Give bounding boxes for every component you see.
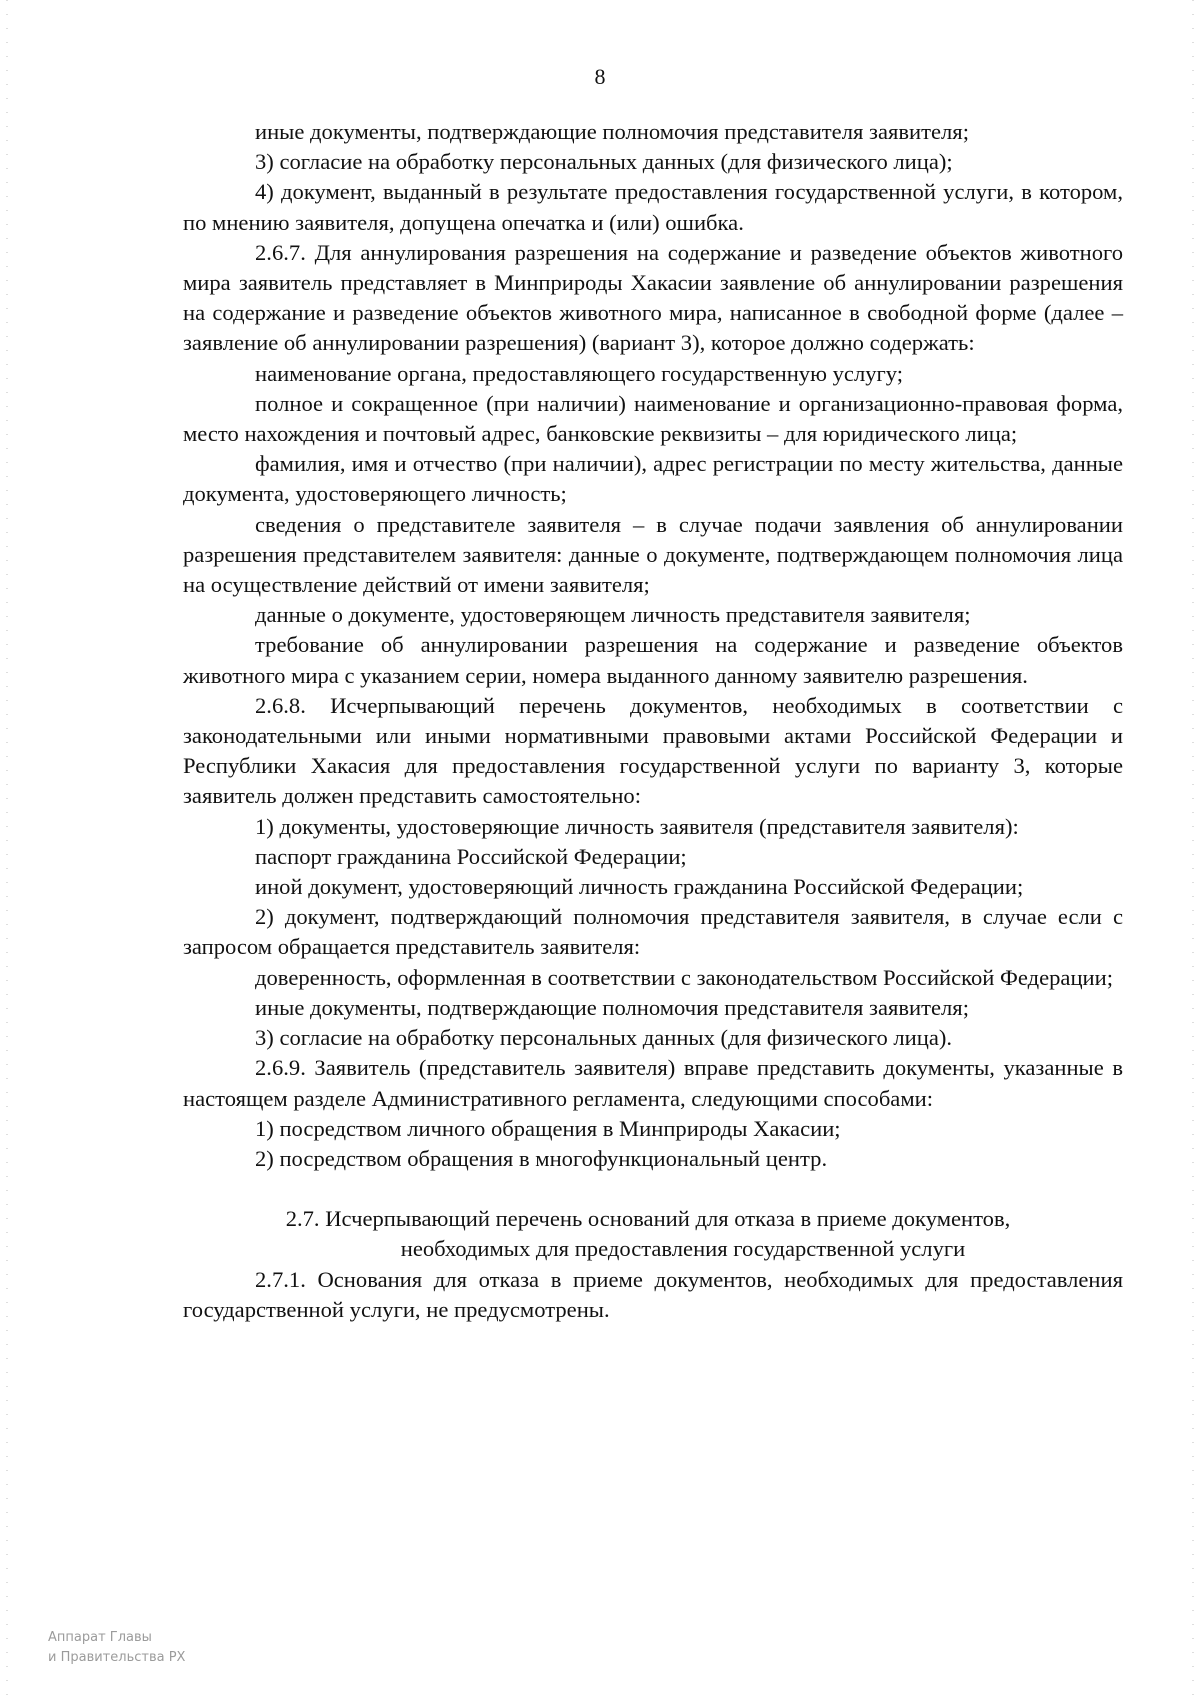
section-heading: [183, 1204, 1123, 1264]
paragraph: доверенность, оформленная в соответствии с законодательством Российской Федерации;: [255, 964, 1114, 990]
section-heading-line-2: необходимых для предоставления государственной услуги: [400, 1236, 966, 1262]
paragraph: 1) посредством личного обращения в Минприроды Хакасии;: [255, 1115, 841, 1141]
paragraph: 3) согласие на обработку персональных данных (для физического лица);: [255, 149, 953, 175]
paragraph: иные документы, подтверждающие полномочия представителя заявителя;: [255, 994, 969, 1020]
paragraph: 2.6.8. Исчерпывающий перечень документов, необходимых в соответствии с законодательными или иными нормативными правовыми актами Российской Федерации и Республики Хакасия для предоставления государственной услуги по варианту 3, которые заявитель должен представить самостоятельно:: [183, 692, 1123, 809]
paragraph: иной документ, удостоверяющий личность гражданина Российской Федерации;: [255, 874, 1024, 900]
paragraph: 1) документы, удостоверяющие личность заявителя (представителя заявителя):: [255, 813, 1019, 839]
office-stamp: [48, 1628, 185, 1668]
stamp-line-1: Аппарат Главы: [48, 1630, 152, 1645]
paragraph: 2.6.7. Для аннулирования разрешения на содержание и разведение объектов животного мира заявитель представляет в Минприроды Хакасии заявление об аннулировании разрешения на содержание и разведение объектов животного мира, написанное в свободной форме (далее – заявление об аннулировании разрешения) (вариант 3), которое должно содержать:: [183, 239, 1123, 356]
page-number: 8: [594, 64, 606, 89]
section-heading-line-1: 2.7. Исчерпывающий перечень оснований для отказа в приеме документов,: [285, 1206, 1011, 1232]
paragraph: данные о документе, удостоверяющем личность представителя заявителя;: [255, 602, 971, 628]
paragraph: сведения о представителе заявителя – в случае подачи заявления об аннулировании разрешения представителем заявителя: данные о документе, подтверждающем полномочия лица на осуществление действий от имени заявителя;: [183, 511, 1123, 598]
paragraph: паспорт гражданина Российской Федерации;: [255, 843, 687, 869]
paragraph: 2) посредством обращения в многофункциональный центр.: [255, 1145, 828, 1171]
paragraph: требование об аннулировании разрешения на содержание и разведение объектов животного мира с указанием серии, номера выданного данному заявителю разрешения.: [183, 632, 1123, 688]
paragraph: полное и сокращенное (при наличии) наименование и организационно-правовая форма, место нахождения и почтовый адрес, банковские реквизиты – для юридического лица;: [183, 390, 1123, 447]
left-margin-scan-marks: [6, 0, 8, 1698]
paragraph: фамилия, имя и отчество (при наличии), адрес регистрации по месту жительства, данные документа, удостоверяющего личность;: [183, 451, 1123, 507]
paragraph: 2) документ, подтверждающий полномочия представителя заявителя, в случае если с запросом обращается представитель заявителя:: [183, 904, 1123, 960]
section-spacer: [183, 1174, 1123, 1204]
paragraph: 2.6.9. Заявитель (представитель заявителя) вправе представить документы, указанные в настоящем разделе Административного регламента, следующими способами:: [183, 1055, 1123, 1111]
paragraph: 3) согласие на обработку персональных данных (для физического лица).: [255, 1025, 953, 1051]
stamp-line-2: и Правительства РХ: [48, 1650, 186, 1665]
right-margin-scan-marks: [1192, 0, 1194, 1698]
paragraph: 4) документ, выданный в результате предоставления государственной услуги, в котором, по мнению заявителя, допущена опечатка и (или) ошибка.: [183, 179, 1123, 235]
paragraph: наименование органа, предоставляющего государственную услугу;: [255, 360, 904, 386]
closing-paragraph: 2.7.1. Основания для отказа в приеме документов, необходимых для предоставления государственной услуги, не предусмотрены.: [183, 1266, 1123, 1322]
paragraph: иные документы, подтверждающие полномочия представителя заявителя;: [255, 119, 969, 144]
document-body: [183, 117, 1123, 1325]
